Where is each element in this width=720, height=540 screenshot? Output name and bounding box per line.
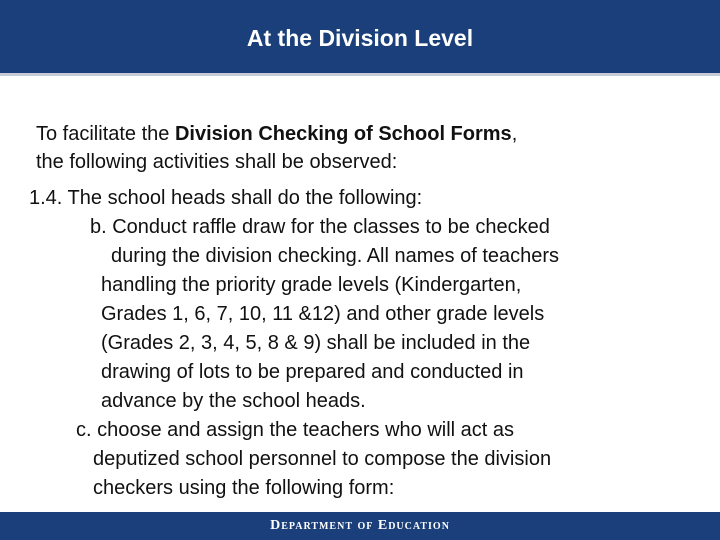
intro-bold-phrase: Division Checking of School Forms [174,123,512,145]
item-b-line: drawing of lots to be prepared and conducted in [101,361,524,383]
item-b-line: advance by the school heads. [101,390,366,412]
item-b-line: (Grades 2, 3, 4, 5, 8 & 9) shall be included in the [101,332,531,354]
intro-line-1-end: , [511,123,518,145]
item-1-4: 1.4. The school heads shall do the following: [29,187,423,209]
item-c-line: c. choose and assign the teachers who will act as [76,419,515,441]
footer-label: Department of Education [270,518,450,533]
item-b-line: handling the priority grade levels (Kindergarten, [101,274,522,296]
intro-line-1 [36,120,517,148]
item-c-line: deputized school personnel to compose the division [93,448,552,470]
slide-title: At the Division Level [246,25,474,51]
intro-line-2: the following activities shall be observed: [36,151,398,173]
item-b-line: b. Conduct raffle draw for the classes to be checked [90,216,550,238]
item-b-line: Grades 1, 6, 7, 10, 11 &12) and other grade levels [101,303,545,325]
title-banner [0,0,720,76]
intro-line-1-start: To facilitate the [36,123,175,145]
item-b-line: during the division checking. All names of teachers [111,245,560,267]
footer-banner [0,512,720,540]
item-c-line: checkers using the following form: [93,477,395,499]
